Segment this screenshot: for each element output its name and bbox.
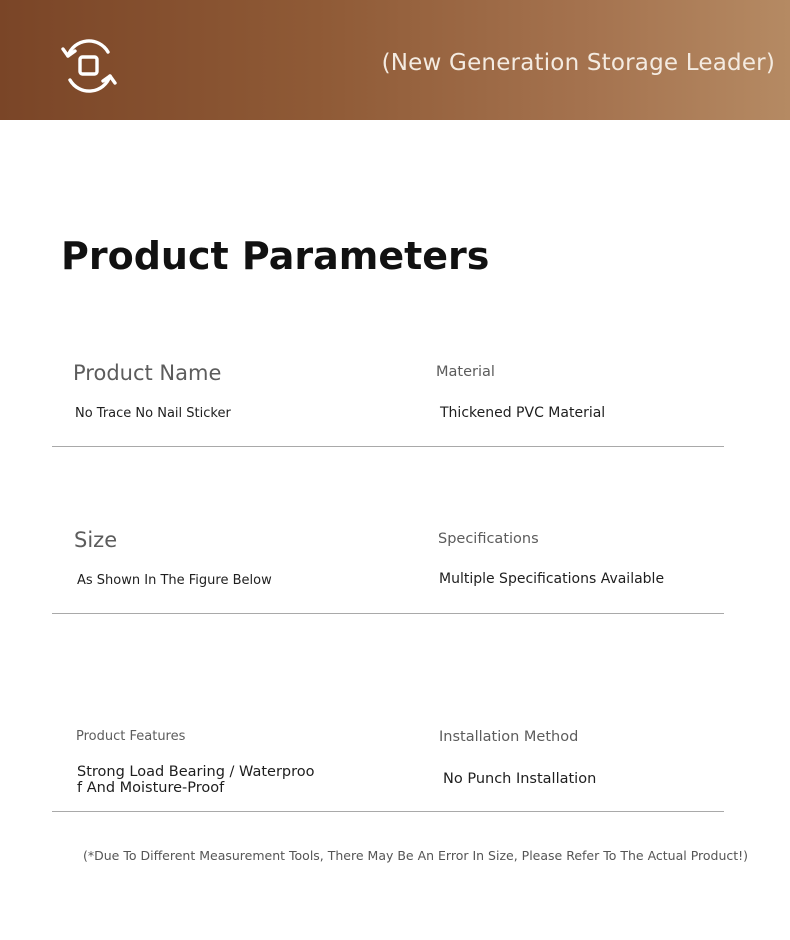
- material-label: Material: [436, 364, 495, 380]
- row-divider-1: [52, 446, 724, 447]
- material-value: Thickened PVC Material: [440, 405, 606, 421]
- size-value: As Shown In The Figure Below: [77, 573, 272, 588]
- page-title: Product Parameters: [61, 234, 490, 278]
- product-name-label: Product Name: [73, 361, 222, 385]
- header-banner: [0, 0, 790, 120]
- row-divider-2: [52, 613, 724, 614]
- features-label: Product Features: [76, 729, 186, 744]
- size-label: Size: [74, 528, 118, 552]
- rotate-frame-icon: [58, 36, 120, 96]
- features-value-line-1: Strong Load Bearing / Waterproo: [77, 764, 315, 780]
- disclaimer-note: (*Due To Different Measurement Tools, There May Be An Error In Size, Please Refer To The Actual Product!): [83, 848, 749, 863]
- specifications-value: Multiple Specifications Available: [439, 571, 665, 587]
- installation-value: No Punch Installation: [443, 771, 597, 787]
- row-divider-3: [52, 811, 724, 812]
- product-name-value: No Trace No Nail Sticker: [75, 406, 231, 421]
- features-value: [77, 764, 315, 796]
- installation-label: Installation Method: [439, 729, 579, 745]
- tagline: (New Generation Storage Leader): [381, 50, 775, 76]
- specifications-label: Specifications: [438, 531, 539, 547]
- features-value-line-2: f And Moisture-Proof: [77, 780, 225, 796]
